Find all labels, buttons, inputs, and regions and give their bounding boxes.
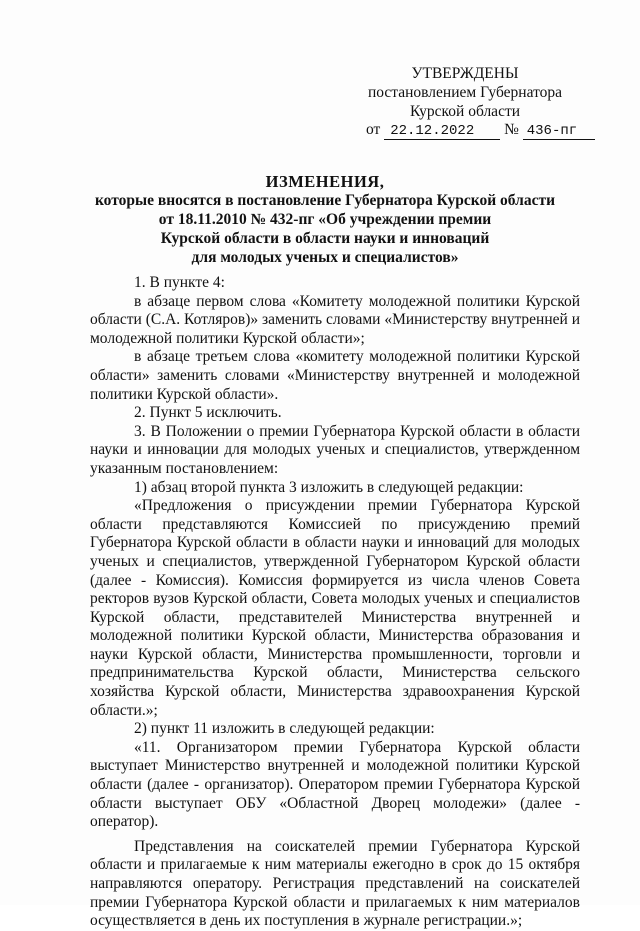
decree-date: 22.12.2022 <box>384 123 500 140</box>
approved-region: Курской области <box>409 103 521 120</box>
number-label: № <box>504 121 519 138</box>
paragraph: 1. В пункте 4: <box>134 274 225 291</box>
paragraph: 2. Пункт 5 исключить. <box>134 404 282 422</box>
title-line-4: Курской области в области науки и инноваций <box>160 230 490 247</box>
paragraph: 1) абзац второй пункта 3 изложить в следующей редакции: <box>134 478 524 496</box>
title-line-1: ИЗМЕНЕНИЯ, <box>265 172 385 191</box>
decree-reference <box>366 121 595 140</box>
paragraph: 3. В Положении о премии Губернатора Курской области в области науки и инновации для молодых ученых и специалистов, утвержденном указанным постановлением: <box>90 422 580 477</box>
paragraph: в абзаце третьем слова «комитету молодежной политики Курской области» заменить словами «Министерству внутренней и молодежной политики Курской области». <box>90 348 580 403</box>
approval-stamp <box>360 64 570 121</box>
paragraph: «Предложения о присуждении премии Губернатора Курской области представляются Комиссией по присуждению премий Губернатора Курской области в области науки и инноваций для молодых ученых и специалистов, утвержденной Губернатором Курской области (далее - Комиссия). Комиссия формируется из числа членов Совета ректоров вузов Курской области, Совета молодых ученых и специалистов Курской области, представителей Министерства внутренней и молодежной политики Курской области, Министерства образования и науки Курской области, Министерства промышленности, торговли и предпринимательства Курской области, Министерства сельского хозяйства Курской области, Министерства здравоохранения Курской области.»; <box>90 497 580 719</box>
from-label: от <box>366 121 381 138</box>
paragraph: 2) пункт 11 изложить в следующей редакции: <box>134 720 435 738</box>
decree-number: 436-пг <box>523 123 595 140</box>
title-line-5: для молодых ученых и специалистов» <box>191 249 459 266</box>
approved-heading: УТВЕРЖДЕНЫ <box>411 65 519 82</box>
title-line-3: от 18.11.2010 № 432-пг «Об учреждении премии <box>158 211 492 228</box>
document-body <box>90 274 580 931</box>
paragraph: Представления на соискателей премии Губернатора Курской области и прилагаемые к ним материалы ежегодно в срок до 15 октября направляются оператору. Регистрация представлений на соискателей премии Губернатора Курской области и прилагаемых к ним материалов осуществляется в день их поступления в журнале регистрации.»; <box>90 837 580 930</box>
paragraph: в абзаце первом слова «Комитету молодежной политики Курской области (С.А. Котляров)» заменить словами «Министерству внутренней и молодежной политики Курской области»; <box>90 292 580 347</box>
title-line-2: которые вносятся в постановление Губернатора Курской области <box>94 192 556 209</box>
approved-by: постановлением Губернатора <box>367 84 563 101</box>
document-title <box>90 172 560 267</box>
paragraph: «11. Организатором премии Губернатора Курской области выступает Министерство внутренней и молодежной политики Курской области (далее - организатор). Оператором премии Губернатора Курской области выступает ОБУ «Областной Дворец молодежи» (далее - оператор). <box>90 738 580 831</box>
